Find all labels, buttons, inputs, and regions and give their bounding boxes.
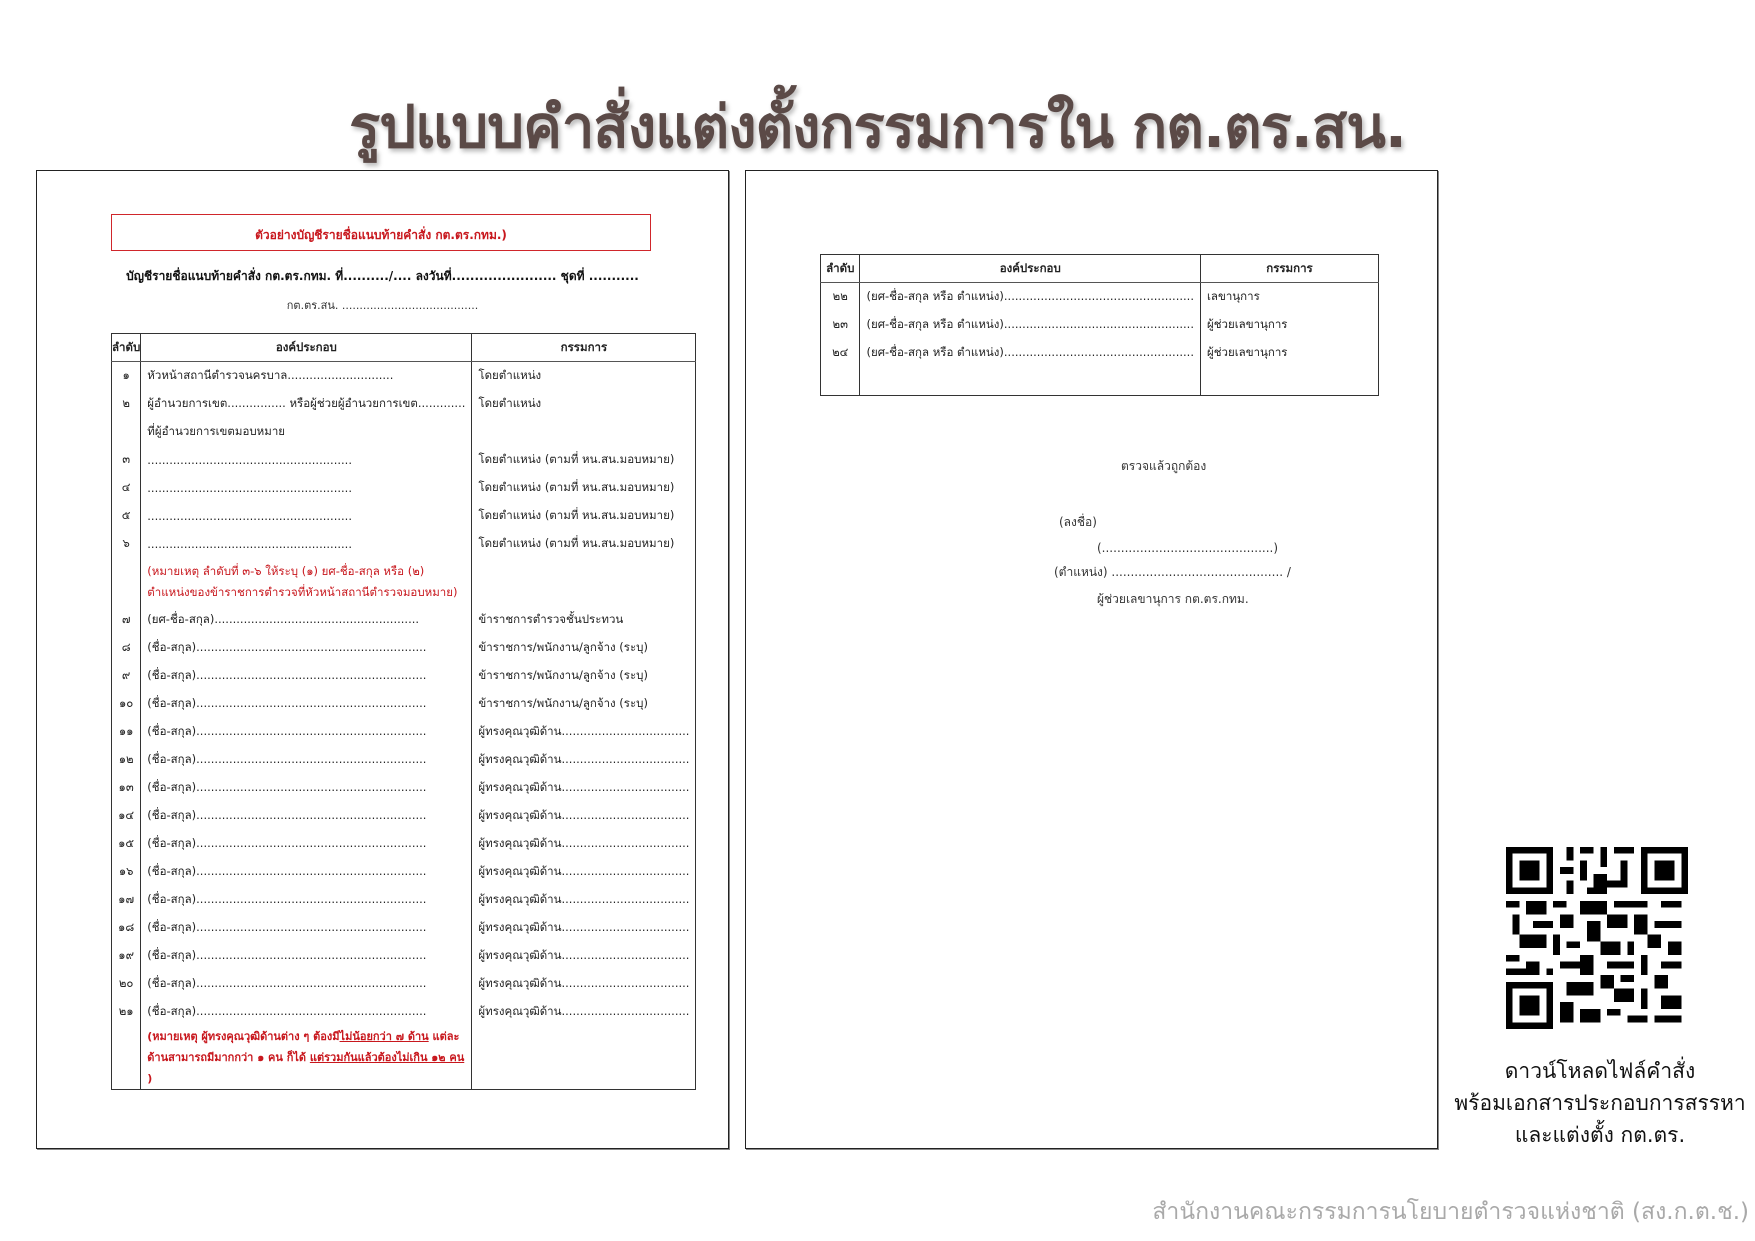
- table-row: [112, 858, 696, 886]
- row-component: (ชื่อ-สกุล)...............................................................: [141, 718, 472, 746]
- table-row: [112, 606, 696, 634]
- row-number: ๑๑: [112, 718, 141, 746]
- note-text: (หมายเหตุ ผู้ทรงคุณวุฒิด้านต่าง ๆ ต้องมี: [147, 1030, 340, 1043]
- row-member-type: ผู้ช่วยเลขานุการ: [1200, 311, 1378, 339]
- document-page-2: [745, 170, 1438, 1149]
- row-member-type: ผู้ทรงคุณวุฒิด้าน...................................: [472, 942, 696, 970]
- row-member-type: [472, 418, 696, 446]
- row-member-type: ข้าราชการตำรวจชั้นประทวน: [472, 606, 696, 634]
- row-member-type: โดยตำแหน่ง (ตามที่ หน.สน.มอบหมาย): [472, 474, 696, 502]
- col-header-member: กรรมการ: [1200, 255, 1378, 283]
- table-row: [112, 774, 696, 802]
- table-row: [112, 474, 696, 502]
- sign-label: (ลงชื่อ): [1059, 515, 1097, 529]
- row-member-type: ผู้ทรงคุณวุฒิด้าน...................................: [472, 998, 696, 1026]
- signer-title: ผู้ช่วยเลขานุการ กต.ตร.กทม.: [1097, 592, 1249, 606]
- row-component: (ชื่อ-สกุล)...............................................................: [141, 998, 472, 1026]
- example-label-box: [111, 214, 651, 251]
- row-member-type: ผู้ทรงคุณวุฒิด้าน...................................: [472, 746, 696, 774]
- row-component: (ยศ-ชื่อ-สกุล หรือ ตำแหน่ง)....................................................: [860, 311, 1201, 339]
- table-row: [112, 746, 696, 774]
- row-member-type: โดยตำแหน่ง (ตามที่ หน.สน.มอบหมาย): [472, 530, 696, 558]
- row-member-type: ข้าราชการ/พนักงาน/ลูกจ้าง (ระบุ): [472, 634, 696, 662]
- row-number: ๑๘: [112, 914, 141, 942]
- qr-caption-line: ดาวน์โหลดไฟล์คำสั่ง: [1504, 1059, 1696, 1083]
- row-member-type: โดยตำแหน่ง (ตามที่ หน.สน.มอบหมาย): [472, 446, 696, 474]
- row-component: ........................................................: [141, 474, 472, 502]
- row-number: ๒๑: [112, 998, 141, 1026]
- row-component: (ชื่อ-สกุล)...............................................................: [141, 662, 472, 690]
- row-component: (ชื่อ-สกุล)...............................................................: [141, 886, 472, 914]
- row-component: (ชื่อ-สกุล)...............................................................: [141, 942, 472, 970]
- row-number: ๒: [112, 390, 141, 418]
- table-row: [821, 339, 1379, 367]
- footer-organization: สำนักงานคณะกรรมการนโยบายตำรวจแห่งชาติ (สง.ก.ต.ช.): [1152, 1199, 1749, 1225]
- row-number: ๑๔: [112, 802, 141, 830]
- row-member-type: เลขานุการ: [1200, 283, 1378, 312]
- row-member-type: ข้าราชการ/พนักงาน/ลูกจ้าง (ระบุ): [472, 662, 696, 690]
- committee-table-continued: [820, 254, 1379, 396]
- row-number: ๑๗: [112, 886, 141, 914]
- row-number: [821, 367, 860, 396]
- table-row: [112, 886, 696, 914]
- row-number: ๑: [112, 362, 141, 391]
- row-component: (ชื่อ-สกุล)...............................................................: [141, 858, 472, 886]
- row-member-type: ผู้ทรงคุณวุฒิด้าน...................................: [472, 886, 696, 914]
- row-component: (ชื่อ-สกุล)...............................................................: [141, 914, 472, 942]
- table-header: [112, 334, 696, 362]
- table-row: [112, 998, 696, 1026]
- row-component: (ชื่อ-สกุล)...............................................................: [141, 690, 472, 718]
- row-number: ๑๕: [112, 830, 141, 858]
- row-component: ........................................................: [141, 530, 472, 558]
- row-number: ๓: [112, 446, 141, 474]
- row-member-type: ผู้ทรงคุณวุฒิด้าน...................................: [472, 802, 696, 830]
- row-component: (ยศ-ชื่อ-สกุล)........................................................: [141, 606, 472, 634]
- row-number: ๑๐: [112, 690, 141, 718]
- table-row: [112, 418, 696, 446]
- note-emphasis: ไม่น้อยกว่า ๗ ด้าน: [339, 1030, 429, 1043]
- list-heading: บัญชีรายชื่อแนบท้ายคำสั่ง กต.ตร.กทม. ที่........../.... ลงวันที่....................... ชุดที่ ...........: [126, 269, 639, 283]
- row-component: หัวหน้าสถานีตำรวจนครบาล.............................: [141, 362, 472, 391]
- row-number: ๑๓: [112, 774, 141, 802]
- table-row: [821, 283, 1379, 312]
- name-line: (.............................................): [1097, 541, 1279, 555]
- note-experts: [141, 1026, 472, 1090]
- row-member-type: ข้าราชการ/พนักงาน/ลูกจ้าง (ระบุ): [472, 690, 696, 718]
- row-component: (ชื่อ-สกุล)...............................................................: [141, 830, 472, 858]
- table-row: [821, 311, 1379, 339]
- row-member-type: ผู้ทรงคุณวุฒิด้าน...................................: [472, 914, 696, 942]
- note-text: แต่ละด้านสามารถมีมากกว่า ๑ คน ก็ได้: [147, 1030, 460, 1064]
- certified-text: ตรวจแล้วถูกต้อง: [1121, 459, 1207, 473]
- col-header-component: องค์ประกอบ: [860, 255, 1201, 283]
- table-row: [112, 362, 696, 391]
- row-number: ๖: [112, 530, 141, 558]
- row-component: (ยศ-ชื่อ-สกุล หรือ ตำแหน่ง)....................................................: [860, 339, 1201, 367]
- table-row: [112, 530, 696, 558]
- example-label: ตัวอย่างบัญชีรายชื่อแนบท้ายคำสั่ง กต.ตร.กทม.): [255, 228, 507, 242]
- row-number: ๒๐: [112, 970, 141, 998]
- row-component: ที่ผู้อำนวยการเขตมอบหมาย: [141, 418, 472, 446]
- row-member-type: ผู้ทรงคุณวุฒิด้าน...................................: [472, 718, 696, 746]
- table-row: [112, 662, 696, 690]
- table-row: [112, 942, 696, 970]
- table-header: [821, 255, 1379, 283]
- row-member-type: [1200, 367, 1378, 396]
- row-component: (ชื่อ-สกุล)...............................................................: [141, 634, 472, 662]
- row-number: ๗: [112, 606, 141, 634]
- row-number: ๘: [112, 634, 141, 662]
- row-number: ๑๙: [112, 942, 141, 970]
- row-component: (ชื่อ-สกุล)...............................................................: [141, 802, 472, 830]
- position-line: (ตำแหน่ง) ............................................. /: [1054, 565, 1291, 579]
- row-component: [860, 367, 1201, 396]
- row-component: (ชื่อ-สกุล)...............................................................: [141, 774, 472, 802]
- table-row: [112, 690, 696, 718]
- row-number: ๙: [112, 662, 141, 690]
- table-row: [112, 970, 696, 998]
- list-subheading: กต.ตร.สน. .......................................: [286, 299, 479, 312]
- table-row: [112, 914, 696, 942]
- note-positions: (หมายเหตุ ลำดับที่ ๓-๖ ให้ระบุ (๑) ยศ-ชื่อ-สกุล หรือ (๒) ตำแหน่งของข้าราชการตำรวจที่หัวหน้าสถานีตำรวจมอบหมาย): [141, 558, 472, 606]
- row-number: [112, 418, 141, 446]
- title-bold: กต.ตร.สน.: [1132, 92, 1406, 161]
- row-member-type: [472, 1026, 696, 1090]
- table-row: [112, 718, 696, 746]
- row-component: ........................................................: [141, 502, 472, 530]
- qr-caption-line: พร้อมเอกสารประกอบการสรรหา: [1454, 1091, 1746, 1115]
- qr-code-icon[interactable]: [1497, 840, 1697, 1036]
- document-page-1: [36, 170, 729, 1149]
- qr-caption-line: และแต่งตั้ง กต.ตร.: [1514, 1123, 1686, 1147]
- row-number: ๑๖: [112, 858, 141, 886]
- row-number: [112, 1026, 141, 1090]
- row-number: ๒๒: [821, 283, 860, 312]
- row-member-type: โดยตำแหน่ง: [472, 362, 696, 391]
- row-number: ๒๔: [821, 339, 860, 367]
- table-row: [112, 502, 696, 530]
- qr-caption: [1445, 1055, 1755, 1151]
- table-row-empty: [821, 367, 1379, 396]
- row-member-type: ผู้ทรงคุณวุฒิด้าน...................................: [472, 970, 696, 998]
- row-number: [112, 558, 141, 606]
- table-row: [112, 634, 696, 662]
- note-text: ): [147, 1072, 153, 1085]
- table-row: [112, 446, 696, 474]
- row-component: ผู้อำนวยการเขต................ หรือผู้ช่วยผู้อำนวยการเขต.............: [141, 390, 472, 418]
- table-row: [112, 830, 696, 858]
- row-component: (ชื่อ-สกุล)...............................................................: [141, 970, 472, 998]
- row-number: ๔: [112, 474, 141, 502]
- row-number: ๒๓: [821, 311, 860, 339]
- committee-table: [111, 333, 696, 1090]
- row-member-type: ผู้ทรงคุณวุฒิด้าน...................................: [472, 774, 696, 802]
- table-row: [112, 802, 696, 830]
- row-component: (ชื่อ-สกุล)...............................................................: [141, 746, 472, 774]
- row-member-type: [472, 558, 696, 606]
- row-member-type: ผู้ทรงคุณวุฒิด้าน...................................: [472, 858, 696, 886]
- title-regular: รูปแบบคำสั่งแต่งตั้งกรรมการใน: [349, 92, 1133, 161]
- table-row: [112, 390, 696, 418]
- row-component: ........................................................: [141, 446, 472, 474]
- table-row-note: [112, 558, 696, 606]
- col-header-order: ลำดับ: [821, 255, 860, 283]
- table-row-note: [112, 1026, 696, 1090]
- row-component: (ยศ-ชื่อ-สกุล หรือ ตำแหน่ง)....................................................: [860, 283, 1201, 312]
- page-title: [0, 87, 1755, 167]
- row-member-type: โดยตำแหน่ง: [472, 390, 696, 418]
- row-number: ๕: [112, 502, 141, 530]
- row-member-type: ผู้ช่วยเลขานุการ: [1200, 339, 1378, 367]
- row-member-type: โดยตำแหน่ง (ตามที่ หน.สน.มอบหมาย): [472, 502, 696, 530]
- note-emphasis: แต่รวมกันแล้วต้องไม่เกิน ๑๒ คน: [309, 1051, 465, 1064]
- row-member-type: ผู้ทรงคุณวุฒิด้าน...................................: [472, 830, 696, 858]
- col-header-component: องค์ประกอบ: [141, 334, 472, 362]
- row-number: ๑๒: [112, 746, 141, 774]
- col-header-member: กรรมการ: [472, 334, 696, 362]
- col-header-order: ลำดับ: [112, 334, 141, 362]
